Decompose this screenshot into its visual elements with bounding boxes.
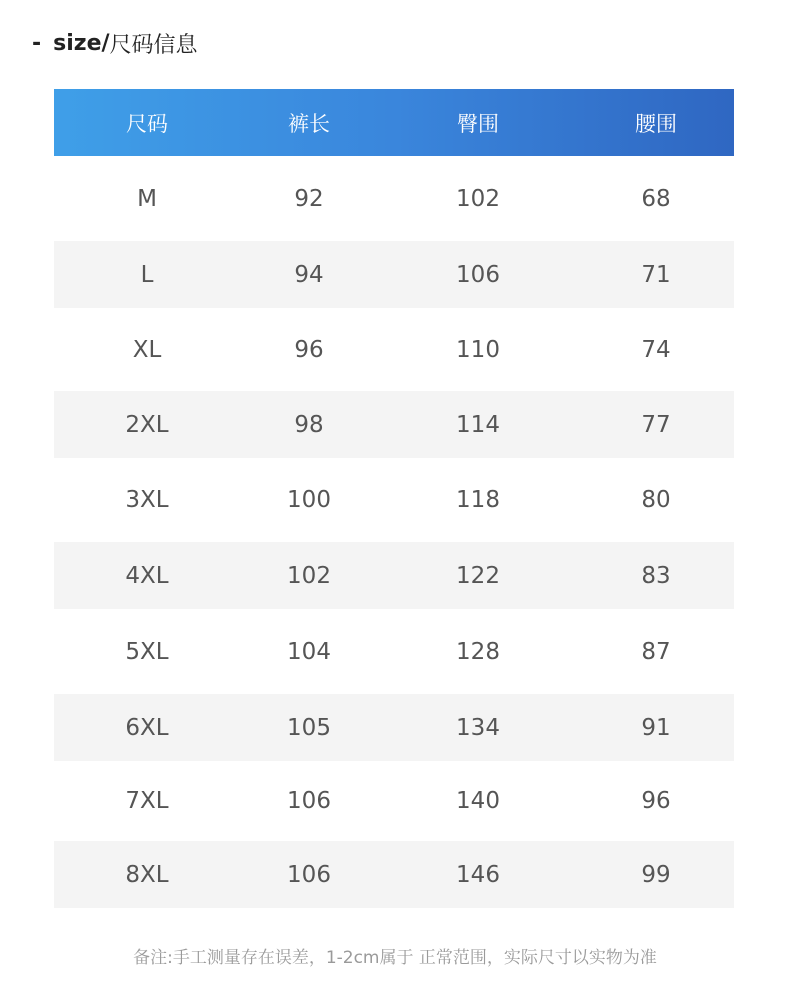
table-row	[54, 542, 734, 609]
cell-pants-length: 96	[294, 336, 324, 363]
header-hip: 臀围	[457, 111, 499, 136]
cell-pants-length: 106	[287, 788, 331, 814]
cell-hip: 114	[456, 411, 500, 438]
cell-pants-length: 104	[287, 638, 331, 665]
cell-size: 5XL	[125, 638, 169, 665]
table-row	[54, 761, 734, 841]
cell-size: 6XL	[125, 714, 169, 741]
cell-hip: 128	[456, 638, 500, 665]
table-row	[54, 241, 734, 308]
cell-size: 2XL	[125, 411, 169, 438]
cell-pants-length: 92	[294, 185, 324, 212]
cell-pants-length: 106	[287, 861, 331, 888]
cell-hip: 122	[456, 562, 500, 589]
cell-waist: 83	[641, 562, 671, 589]
cell-waist: 91	[641, 714, 671, 741]
cell-waist: 96	[641, 788, 671, 814]
cell-waist: 99	[641, 861, 671, 888]
cell-size: XL	[132, 336, 162, 363]
title-english: size/	[53, 30, 110, 56]
table-row	[54, 841, 734, 908]
cell-hip: 134	[456, 714, 500, 741]
cell-size: 3XL	[125, 487, 169, 513]
cell-hip: 118	[456, 487, 500, 513]
section-title	[32, 26, 198, 60]
cell-hip: 102	[456, 185, 500, 212]
cell-waist: 77	[641, 411, 671, 438]
cell-waist: 71	[641, 261, 671, 288]
cell-hip: 146	[456, 861, 500, 888]
title-dash: -	[32, 30, 42, 56]
cell-size: 4XL	[125, 562, 169, 589]
footnote: 备注:手工测量存在误差，1-2cm属于 正常范围，实际尺寸以实物为准	[133, 948, 657, 968]
cell-size: L	[140, 261, 154, 288]
table-row	[54, 694, 734, 761]
cell-hip: 106	[456, 261, 500, 288]
cell-pants-length: 98	[294, 411, 324, 438]
cell-waist: 74	[641, 336, 671, 363]
title-chinese: 尺码信息	[109, 32, 198, 58]
table-row	[54, 308, 734, 391]
table-row	[54, 609, 734, 694]
cell-hip: 110	[456, 336, 500, 363]
table-row	[54, 156, 734, 241]
header-size: 尺码	[126, 111, 168, 136]
cell-waist: 80	[641, 487, 671, 513]
table-row	[54, 391, 734, 458]
cell-pants-length: 105	[287, 714, 331, 741]
header-waist: 腰围	[635, 111, 677, 136]
cell-pants-length: 100	[287, 487, 331, 513]
cell-size: M	[137, 185, 157, 212]
cell-hip: 140	[456, 788, 500, 814]
header-pants-length: 裤长	[288, 111, 330, 136]
cell-waist: 87	[641, 638, 671, 665]
cell-size: 7XL	[125, 788, 169, 814]
table-header	[54, 89, 734, 156]
size-table	[54, 89, 734, 908]
table-row	[54, 458, 734, 542]
cell-pants-length: 102	[287, 562, 331, 589]
cell-size: 8XL	[125, 861, 169, 888]
cell-waist: 68	[641, 185, 671, 212]
cell-pants-length: 94	[294, 261, 324, 288]
